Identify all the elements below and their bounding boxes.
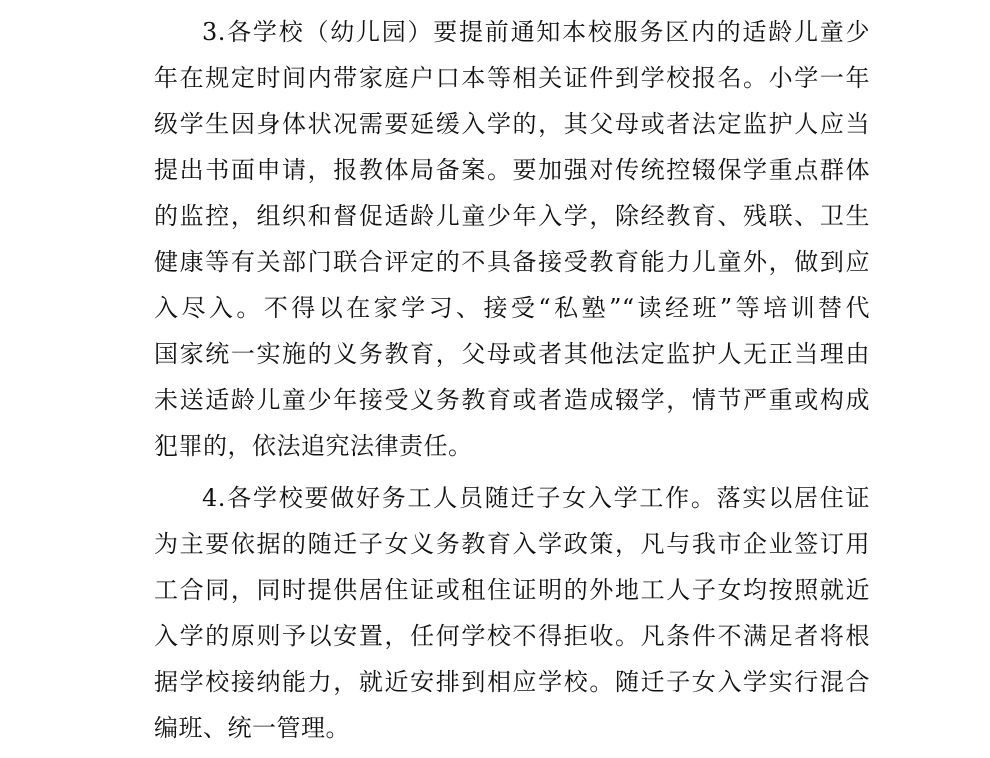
text-line: 入尽入。不得以在家学习、接受“私塾”“读经班”等培训替代 xyxy=(154,294,870,322)
text-line: 入学的原则予以安置，任何学校不得拒收。凡条件不满足者将根 xyxy=(154,622,870,650)
text-line: 编班、统一管理。 xyxy=(154,714,350,742)
text-line: 犯罪的，依法追究法律责任。 xyxy=(154,432,473,460)
text-line: 工合同，同时提供居住证或租住证明的外地工人子女均按照就近 xyxy=(154,576,870,604)
text-line: 国家统一实施的义务教育，父母或者其他法定监护人无正当理由 xyxy=(154,340,870,368)
text-line: 健康等有关部门联合评定的不具备接受教育能力儿童外，做到应 xyxy=(154,248,870,276)
text-line: 3.各学校（幼儿园）要提前通知本校服务区内的适龄儿童少 xyxy=(202,18,870,46)
text-line: 据学校接纳能力，就近安排到相应学校。随迁子女入学实行混合 xyxy=(154,668,870,696)
text-line: 提出书面申请，报教体局备案。要加强对传统控辍保学重点群体 xyxy=(154,156,870,184)
text-line: 未送适龄儿童少年接受义务教育或者造成辍学，情节严重或构成 xyxy=(154,386,870,414)
text-line: 级学生因身体状况需要延缓入学的，其父母或者法定监护人应当 xyxy=(154,110,870,138)
text-line: 的监控，组织和督促适龄儿童少年入学，除经教育、残联、卫生 xyxy=(154,202,870,230)
text-line: 为主要依据的随迁子女义务教育入学政策，凡与我市企业签订用 xyxy=(154,530,870,558)
text-line: 4.各学校要做好务工人员随迁子女入学工作。落实以居住证 xyxy=(202,484,870,512)
text-line: 年在规定时间内带家庭户口本等相关证件到学校报名。小学一年 xyxy=(154,64,870,92)
